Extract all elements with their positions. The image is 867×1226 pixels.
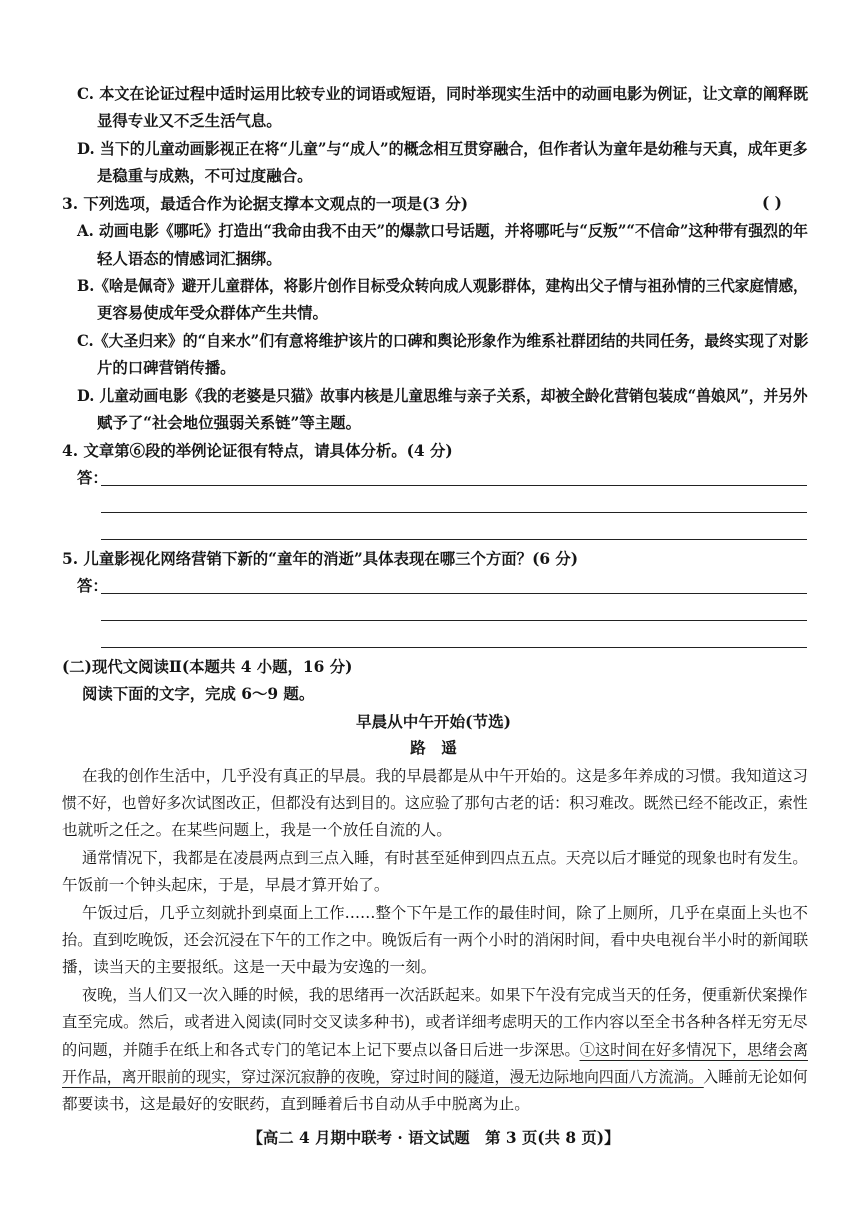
section2-heading: (二)现代文阅读Ⅱ(本题共 4 小题，16 分) (62, 658, 353, 676)
passage-p3-line1: 午饭过后，几乎立刻就扑到桌面上工作……整个下午是工作的最佳时间，除了上厕所，几乎在桌面上头也不 (82, 904, 808, 922)
q3-option-b-line1: B.《啥是佩奇》避开儿童群体，将影片创作目标受众转向成人观影群体，建构出父子情与祖孙情的三代家庭情感， (77, 277, 808, 295)
underlined-sentence-1-end: 开作品，离开眼前的现实，穿过深沉寂静的夜晚，穿过时间的隧道，漫无边际地向四面八方流淌。 (62, 1068, 704, 1086)
q5-answer-label: 答： (77, 577, 108, 595)
passage-p4-line5: 都要读书，这是最好的安眠药，直到睡着后书自动从手中脱离为止。 (62, 1095, 530, 1113)
q5-stem: 5. 儿童影视化网络营销下新的“童年的消逝”具体表现在哪三个方面？(6 分) (62, 550, 579, 568)
passage-p2-line1: 通常情况下，我都是在凌晨两点到三点入睡，有时甚至延伸到四点五点。天亮以后才睡觉的现象也时有发生。 (82, 849, 808, 867)
passage-p1-line2: 惯不好，也曾好多次试图改正，但都没有达到目的。这应验了那句古老的话：积习难改。既然已经不能改正，索性 (62, 794, 808, 812)
q3-stem: 3. 下列选项，最适合作为论据支撑本文观点的一项是(3 分) (62, 195, 469, 213)
q4-answer-line-3[interactable] (101, 539, 807, 540)
passage-p3-line2: 抬。直到吃晚饭，还会沉浸在下午的工作之中。晚饭后有一两个小时的消闲时间，看中央电视台半小时的新闻联 (62, 931, 809, 949)
q3-option-c-line1: C.《大圣归来》的“自来水”们有意将维护该片的口碑和舆论形象作为维系社群团结的共同任务，最终实现了对影 (77, 332, 809, 350)
passage-author: 路 遥 (410, 738, 457, 757)
q2-option-d-line1: D. 当下的儿童动画影视正在将“儿童”与“成人”的概念相互贯穿融合，但作者认为童年是幼稚与天真，成年更多 (77, 140, 808, 158)
q4-answer-line-1[interactable] (101, 485, 807, 486)
q2-option-c-line1: C. 本文在论证过程中适时运用比较专业的词语或短语，同时举现实生活中的动画电影为例证，让文章的阐释既 (77, 85, 809, 103)
q4-stem: 4. 文章第⑥段的举例论证很有特点，请具体分析。(4 分) (62, 442, 453, 460)
q3-option-c-line2: 片的口碑营销传播。 (97, 359, 236, 377)
section2-instruction: 阅读下面的文字，完成 6～9 题。 (82, 685, 315, 703)
q3-option-a-line1: A. 动画电影《哪吒》打造出“我命由我不由天”的爆款口号话题，并将哪吒与“反叛”“不信命”这种带有强烈的年 (77, 222, 808, 240)
passage-p4-line4-text: 入睡前无论如何 (703, 1068, 808, 1086)
page-footer: 【高二 4 月期中联考 · 语文试题 第 3 页(共 8 页)】 (247, 1129, 620, 1147)
q4-answer-line-2[interactable] (101, 512, 807, 513)
passage-p4-line2: 直至完成。然后，或者进入阅读(同时交叉读多种书)，或者详细考虑明天的工作内容以至全书各种各样无穷无尽 (62, 1013, 808, 1031)
underlined-sentence-1-start: ①这时间在好多情况下，思绪会离 (579, 1041, 809, 1059)
q5-answer-line-3[interactable] (101, 647, 807, 648)
q4-answer-label: 答： (77, 469, 108, 487)
q3-option-d-line2: 赋予了“社会地位强弱关系链”等主题。 (97, 414, 361, 432)
passage-p1-line1: 在我的创作生活中，几乎没有真正的早晨。我的早晨都是从中午开始的。这是多年养成的习惯。我知道这习 (82, 767, 808, 785)
q2-option-c-line2: 显得专业又不乏生活气息。 (97, 112, 282, 130)
q3-option-b-line2: 更容易使成年受众群体产生共情。 (97, 304, 328, 322)
passage-p2-line2: 午饭前一个钟头起床，于是，早晨才算开始了。 (62, 876, 390, 894)
q5-answer-line-2[interactable] (101, 620, 807, 621)
passage-title: 早晨从中午开始(节选) (355, 712, 512, 731)
q3-answer-paren[interactable]: ( ) (762, 194, 782, 212)
passage-p4-line1: 夜晚，当人们又一次入睡的时候，我的思绪再一次活跃起来。如果下午没有完成当天的任务，便重新伏案操作 (82, 986, 808, 1004)
passage-p4-line3-text: 的问题，并随手在纸上和各式专门的笔记本上记下要点以备日后进一步深思。 (62, 1041, 580, 1059)
passage-p4-line3 (62, 1040, 808, 1060)
q2-option-d-line2: 是稳重与成熟，不可过度融合。 (97, 167, 313, 185)
q3-option-d-line1: D. 儿童动画电影《我的老婆是只猫》故事内核是儿童思维与亲子关系，却被全龄化营销包装成“兽娘风”，并另外 (77, 387, 808, 405)
q3-option-a-line2: 轻人语态的情感词汇捆绑。 (97, 250, 282, 268)
passage-p3-line3: 播，读当天的主要报纸。这是一天中最为安逸的一刻。 (62, 958, 437, 976)
passage-p4-line4 (62, 1067, 808, 1087)
passage-p1-line3: 也就听之任之。在某些问题上，我是一个放任自流的人。 (62, 821, 452, 839)
q5-answer-line-1[interactable] (101, 593, 807, 594)
